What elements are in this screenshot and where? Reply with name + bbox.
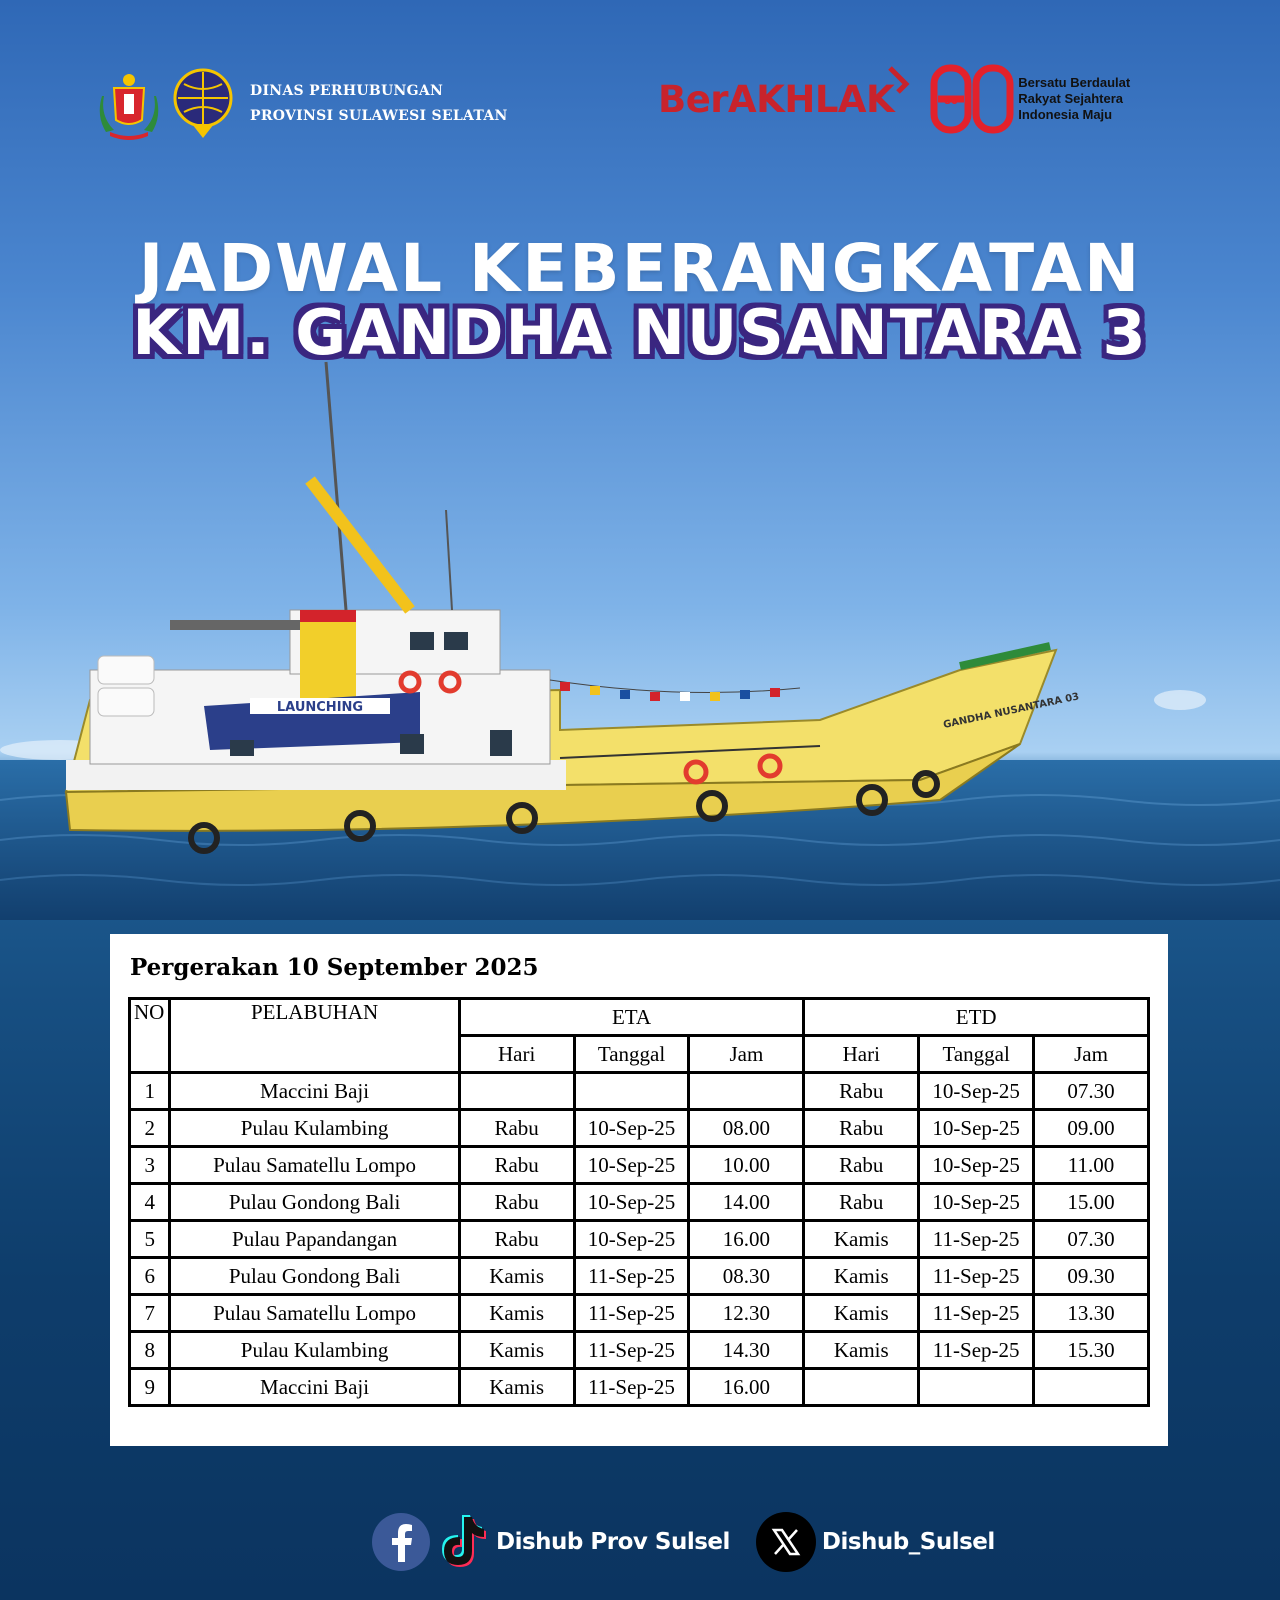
title-line1: JADWAL KEBERANGKATAN: [138, 230, 1142, 307]
header-etd: ETD: [804, 999, 1149, 1036]
cell-eta-date: 11-Sep-25: [574, 1295, 689, 1332]
table-row: [130, 1110, 1149, 1147]
header-eta-day: Hari: [459, 1036, 574, 1073]
facebook-icon[interactable]: [372, 1513, 430, 1571]
cell-no: 2: [130, 1110, 170, 1147]
cell-etd-time: 09.30: [1034, 1258, 1149, 1295]
cell-no: 7: [130, 1295, 170, 1332]
cell-no: 9: [130, 1369, 170, 1406]
berakhlak-logo: [658, 64, 1130, 134]
header-eta-time: Jam: [689, 1036, 804, 1073]
berakhlak-arrow-icon: [886, 64, 912, 104]
header-no: NO: [130, 999, 170, 1073]
cell-etd-date: [919, 1369, 1034, 1406]
cell-eta-time: 14.00: [689, 1184, 804, 1221]
header-etd-day: Hari: [804, 1036, 919, 1073]
cell-etd-day: Kamis: [804, 1258, 919, 1295]
cell-eta-date: 10-Sep-25: [574, 1110, 689, 1147]
cell-etd-date: 11-Sep-25: [919, 1258, 1034, 1295]
hull-name-text: GANDHA NUSANTARA 03: [942, 691, 1081, 731]
cell-eta-day: Kamis: [459, 1332, 574, 1369]
cell-etd-date: 10-Sep-25: [919, 1073, 1034, 1110]
cell-eta-day: Kamis: [459, 1369, 574, 1406]
org-name: [250, 79, 508, 129]
header-port: PELABUHAN: [170, 999, 459, 1073]
social-footer: [372, 1512, 995, 1572]
schedule-heading: Pergerakan 10 September 2025: [130, 954, 539, 981]
table-row: [130, 1184, 1149, 1221]
cell-no: 8: [130, 1332, 170, 1369]
header-etd-time: Jam: [1034, 1036, 1149, 1073]
cell-etd-day: [804, 1369, 919, 1406]
cell-eta-time: 08.00: [689, 1110, 804, 1147]
x-handle[interactable]: Dishub_Sulsel: [821, 1529, 995, 1555]
cell-eta-time: 16.00: [689, 1369, 804, 1406]
schedule-card: [110, 934, 1168, 1446]
cell-eta-date: 10-Sep-25: [574, 1147, 689, 1184]
anniversary-number: 80: [944, 96, 959, 107]
cell-port: Pulau Samatellu Lompo: [170, 1295, 459, 1332]
cell-eta-date: [574, 1073, 689, 1110]
cell-eta-day: Rabu: [459, 1221, 574, 1258]
cell-eta-date: 11-Sep-25: [574, 1369, 689, 1406]
cell-etd-time: 15.00: [1034, 1184, 1149, 1221]
cell-etd-time: 11.00: [1034, 1147, 1149, 1184]
cell-etd-day: Kamis: [804, 1221, 919, 1258]
cell-eta-date: 11-Sep-25: [574, 1332, 689, 1369]
table-row: [130, 1073, 1149, 1110]
dishub-emblem-icon: [170, 66, 236, 142]
cell-etd-time: 13.30: [1034, 1295, 1149, 1332]
tiktok-icon[interactable]: [434, 1513, 488, 1571]
header-eta-date: Tanggal: [574, 1036, 689, 1073]
cell-etd-time: [1034, 1369, 1149, 1406]
cell-etd-time: 07.30: [1034, 1221, 1149, 1258]
ri-80-anniversary-logo: [930, 64, 1014, 134]
cell-port: Maccini Baji: [170, 1369, 459, 1406]
cell-etd-date: 10-Sep-25: [919, 1147, 1034, 1184]
cell-eta-day: Kamis: [459, 1295, 574, 1332]
cell-eta-day: Rabu: [459, 1147, 574, 1184]
cell-eta-day: [459, 1073, 574, 1110]
cell-eta-day: Rabu: [459, 1184, 574, 1221]
cell-eta-time: 16.00: [689, 1221, 804, 1258]
x-logo-icon[interactable]: [756, 1512, 816, 1572]
cell-eta-date: 10-Sep-25: [574, 1184, 689, 1221]
cell-port: Pulau Gondong Bali: [170, 1258, 459, 1295]
cell-etd-day: Kamis: [804, 1295, 919, 1332]
cell-etd-time: 07.30: [1034, 1073, 1149, 1110]
cell-port: Maccini Baji: [170, 1073, 459, 1110]
cell-port: Pulau Samatellu Lompo: [170, 1147, 459, 1184]
schedule-table: [128, 997, 1150, 1407]
cell-port: Pulau Kulambing: [170, 1110, 459, 1147]
org-name-line2: PROVINSI SULAWESI SELATAN: [250, 108, 508, 124]
cell-etd-time: 15.30: [1034, 1332, 1149, 1369]
tagline-line2: Rakyat Sejahtera: [1018, 91, 1123, 106]
launch-banner-text: LAUNCHING: [276, 700, 364, 715]
berakhlak-wordmark: BerAKHLAK: [658, 77, 895, 121]
cell-eta-time: 14.30: [689, 1332, 804, 1369]
cell-port: Pulau Gondong Bali: [170, 1184, 459, 1221]
ship-photo: [0, 360, 1280, 920]
cell-etd-day: Kamis: [804, 1332, 919, 1369]
cell-etd-date: 11-Sep-25: [919, 1332, 1034, 1369]
table-row: [130, 1332, 1149, 1369]
tagline: [1018, 75, 1130, 123]
cell-etd-time: 09.00: [1034, 1110, 1149, 1147]
table-row: [130, 1147, 1149, 1184]
cell-eta-day: Rabu: [459, 1110, 574, 1147]
cell-etd-day: Rabu: [804, 1184, 919, 1221]
cell-etd-date: 10-Sep-25: [919, 1110, 1034, 1147]
cell-port: Pulau Kulambing: [170, 1332, 459, 1369]
cell-eta-time: 08.30: [689, 1258, 804, 1295]
cell-eta-day: Kamis: [459, 1258, 574, 1295]
org-name-line1: DINAS PERHUBUNGAN: [250, 83, 444, 99]
cell-eta-time: 10.00: [689, 1147, 804, 1184]
cell-etd-date: 11-Sep-25: [919, 1221, 1034, 1258]
table-row: [130, 1369, 1149, 1406]
table-row: [130, 1221, 1149, 1258]
cell-port: Pulau Papandangan: [170, 1221, 459, 1258]
title-line2: KM. GANDHA NUSANTARA 3: [132, 296, 1148, 369]
facebook-tiktok-handle[interactable]: Dishub Prov Sulsel: [496, 1529, 730, 1555]
cell-eta-date: 11-Sep-25: [574, 1258, 689, 1295]
cell-eta-time: [689, 1073, 804, 1110]
header-eta: ETA: [459, 999, 804, 1036]
cell-no: 3: [130, 1147, 170, 1184]
tagline-line1: Bersatu Berdaulat: [1018, 75, 1131, 90]
cell-etd-day: Rabu: [804, 1110, 919, 1147]
cell-eta-time: 12.30: [689, 1295, 804, 1332]
cell-no: 4: [130, 1184, 170, 1221]
cell-no: 6: [130, 1258, 170, 1295]
cell-etd-day: Rabu: [804, 1073, 919, 1110]
cell-etd-day: Rabu: [804, 1147, 919, 1184]
sulsel-emblem-icon: [96, 66, 162, 142]
header: [0, 0, 1280, 200]
org-logo-group: [96, 66, 508, 142]
tagline-line3: Indonesia Maju: [1018, 107, 1113, 122]
table-header-row: [130, 999, 1149, 1036]
table-row: [130, 1295, 1149, 1332]
cell-etd-date: 10-Sep-25: [919, 1184, 1034, 1221]
cell-etd-date: 11-Sep-25: [919, 1295, 1034, 1332]
table-row: [130, 1258, 1149, 1295]
cell-no: 5: [130, 1221, 170, 1258]
header-etd-date: Tanggal: [919, 1036, 1034, 1073]
cell-no: 1: [130, 1073, 170, 1110]
cell-eta-date: 10-Sep-25: [574, 1221, 689, 1258]
